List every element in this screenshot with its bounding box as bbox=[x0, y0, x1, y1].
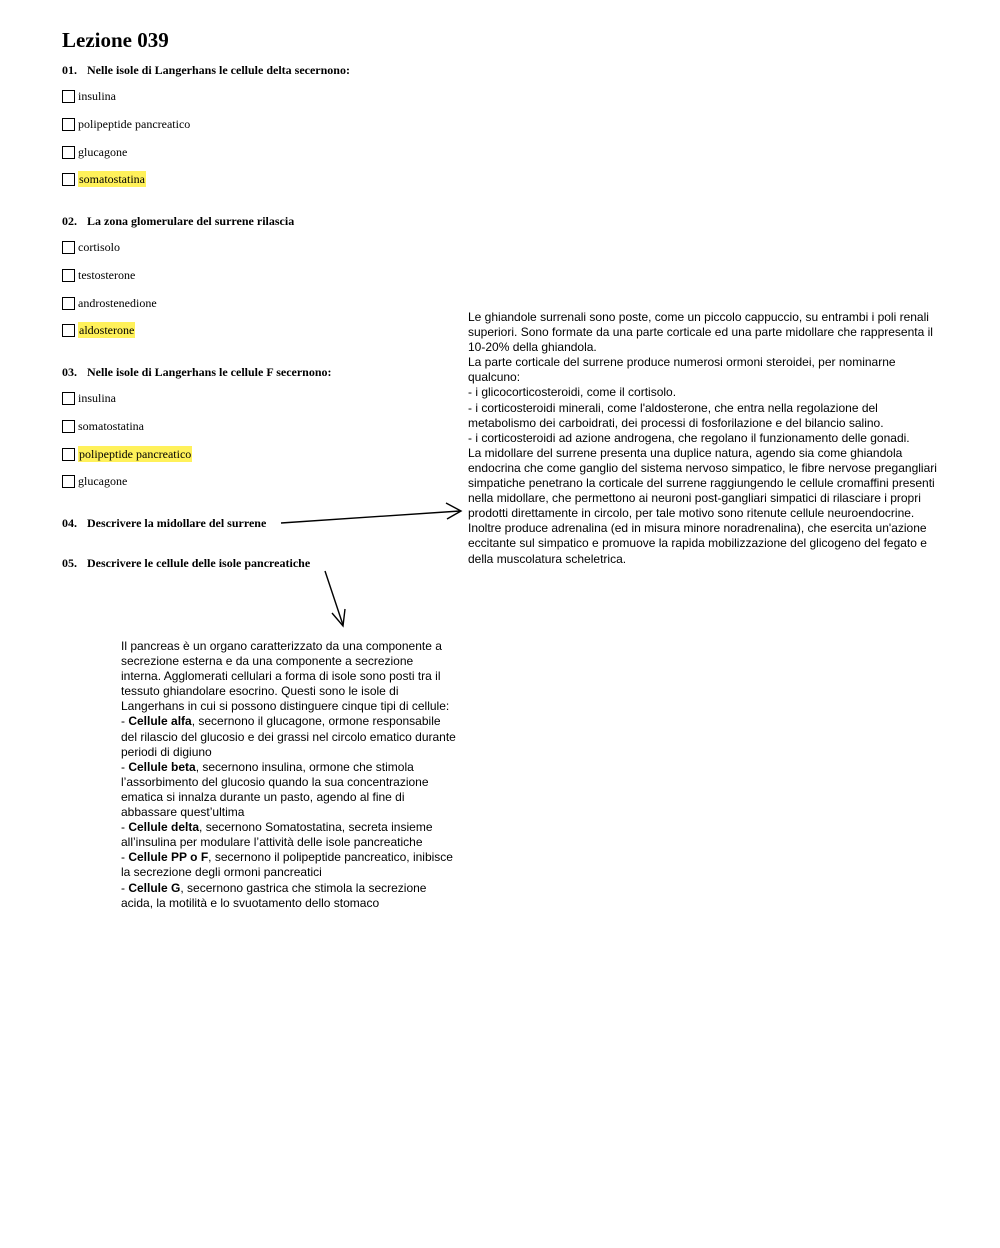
note-item: - Cellule PP o F, secernono il polipeptide pancreatico, inibisce la secrezione degli ormoni pancreatici bbox=[121, 850, 453, 880]
option-label: insulina bbox=[78, 391, 116, 405]
checkbox[interactable] bbox=[62, 173, 75, 186]
checkbox[interactable] bbox=[62, 146, 75, 159]
note-paragraph: La parte corticale del surrene produce numerosi ormoni steroidei, per nominarne qualcuno: bbox=[468, 355, 896, 385]
option-q1-insulina[interactable] bbox=[62, 88, 116, 104]
question-05 bbox=[62, 555, 310, 571]
arrow-q5-to-note bbox=[325, 571, 345, 626]
option-q2-aldosterone[interactable] bbox=[62, 322, 135, 338]
question-text: Descrivere le cellule delle isole pancreatiche bbox=[87, 556, 311, 570]
question-text: Nelle isole di Langerhans le cellule F secernono: bbox=[87, 365, 332, 379]
question-number: 01. bbox=[62, 63, 77, 77]
note-item: - Cellule G, secernono gastrica che stimola la secrezione acida, la motilità e lo svuotamento dello stomaco bbox=[121, 880, 427, 910]
question-number: 05. bbox=[62, 556, 77, 570]
cell-type-name: Cellule G bbox=[128, 880, 181, 895]
option-label: cortisolo bbox=[78, 240, 120, 254]
cell-type-name: Cellule alfa bbox=[128, 714, 192, 729]
question-text: Nelle isole di Langerhans le cellule delta secernono: bbox=[87, 63, 350, 77]
question-03 bbox=[62, 364, 332, 380]
note-paragraph: Inoltre produce adrenalina (ed in misura minore noradrenalina), che esercita un'azione eccitante sul simpatico e promuove la rapida mobilizzazione del glicogeno del fegato e della muscolatura scheletrica. bbox=[468, 521, 927, 566]
note-item: - Cellule beta, secernono insulina, ormone che stimola l’assorbimento del glucosio quando la sua concentrazione ematica si innalza durante un pasto, agendo al fine di abbassare quest’ultima bbox=[121, 759, 429, 820]
note-item: - Cellule alfa, secernono il glucagone, ormone responsabile del rilascio del glucosio e dei grassi nel circolo ematico durante periodi di digiuno bbox=[121, 714, 456, 759]
cell-type-name: Cellule PP o F bbox=[128, 850, 209, 865]
option-label: somatostatina bbox=[78, 419, 144, 433]
checkbox[interactable] bbox=[62, 475, 75, 488]
option-q2-androstenedione[interactable] bbox=[62, 295, 157, 311]
note-paragraph: - i corticosteroidi ad azione androgena, che regolano il funzionamento delle gonadi. bbox=[468, 430, 910, 445]
note-paragraph: Le ghiandole surrenali sono poste, come un piccolo cappuccio, su entrambi i poli renali superiori. Sono formate da una parte corticale ed una parte midollare che rappresenta il 10-20% della ghiandola. bbox=[468, 310, 933, 355]
checkbox[interactable] bbox=[62, 241, 75, 254]
cell-type-name: Cellule delta bbox=[128, 820, 200, 835]
checkbox[interactable] bbox=[62, 420, 75, 433]
option-q3-glucagone[interactable] bbox=[62, 473, 127, 489]
option-label: insulina bbox=[78, 89, 116, 103]
checkbox[interactable] bbox=[62, 448, 75, 461]
checkbox[interactable] bbox=[62, 324, 75, 337]
question-04 bbox=[62, 515, 266, 531]
surrene-answer-note bbox=[468, 310, 948, 567]
option-q3-somatostatina[interactable] bbox=[62, 418, 144, 434]
note-item: - Cellule delta, secernono Somatostatina, secreta insieme all’insulina per modulare l’attività delle isole pancreatiche bbox=[121, 820, 433, 850]
option-label-highlighted: aldosterone bbox=[79, 323, 135, 337]
question-text: Descrivere la midollare del surrene bbox=[87, 516, 267, 530]
cell-type-name: Cellule beta bbox=[128, 759, 196, 774]
note-intro: Il pancreas è un organo caratterizzato da una componente a secrezione esterna e da una componente a secrezione interna. Agglomerati cellulari a forma di isole sono posti tra il tessuto ghiandolare esocrino. Questi sono le isole di Langerhans in cui si possono distinguere cinque tipi di cellule: bbox=[121, 639, 450, 714]
question-number: 03. bbox=[62, 365, 77, 379]
checkbox[interactable] bbox=[62, 90, 75, 103]
note-paragraph: - i glicocorticosteroidi, come il cortisolo. bbox=[468, 385, 677, 400]
option-label: glucagone bbox=[78, 474, 128, 488]
option-q1-glucagone[interactable] bbox=[62, 144, 127, 160]
option-label-highlighted: somatostatina bbox=[79, 172, 145, 186]
option-label: testosterone bbox=[78, 268, 136, 282]
question-02 bbox=[62, 213, 294, 229]
checkbox[interactable] bbox=[62, 269, 75, 282]
page-title: Lezione 039 bbox=[62, 28, 169, 52]
pancreas-answer-note bbox=[121, 639, 456, 911]
option-label: polipeptide pancreatico bbox=[78, 117, 191, 131]
question-number: 02. bbox=[62, 214, 77, 228]
option-q3-polipeptide[interactable] bbox=[62, 446, 192, 462]
option-label: glucagone bbox=[78, 145, 128, 159]
checkbox[interactable] bbox=[62, 118, 75, 131]
option-label-highlighted: polipeptide pancreatico bbox=[79, 447, 192, 461]
question-number: 04. bbox=[62, 516, 77, 530]
note-paragraph: La midollare del surrene presenta una duplice natura, agendo sia come ghiandola endocrina che come ganglio del sistema nervoso simpatico, le fibre nervose pregangliari simpatiche penetrano la corticale del surrene raggiungendo le cellule cromaffini presenti nella midollare, che permettono ai neuroni post-gangliari simpatici di rilasciare i propri prodotti direttamente in circolo, per tale motivo sono ritenute cellule neuroendocrine. bbox=[468, 445, 937, 521]
arrow-q4-to-note bbox=[281, 503, 461, 523]
question-text: La zona glomerulare del surrene rilascia bbox=[87, 214, 295, 228]
option-q1-polipeptide[interactable] bbox=[62, 116, 190, 132]
checkbox[interactable] bbox=[62, 297, 75, 310]
option-q3-insulina[interactable] bbox=[62, 390, 116, 406]
question-01 bbox=[62, 62, 350, 78]
option-label: androstenedione bbox=[78, 296, 157, 310]
option-q2-testosterone[interactable] bbox=[62, 267, 135, 283]
option-q2-cortisolo[interactable] bbox=[62, 239, 120, 255]
note-paragraph: - i corticosteroidi minerali, come l'aldosterone, che entra nella regolazione del metabolismo dei carboidrati, dei processi di fosforilazione e del bilancio salino. bbox=[468, 400, 884, 430]
checkbox[interactable] bbox=[62, 392, 75, 405]
option-q1-somatostatina[interactable] bbox=[62, 171, 146, 187]
